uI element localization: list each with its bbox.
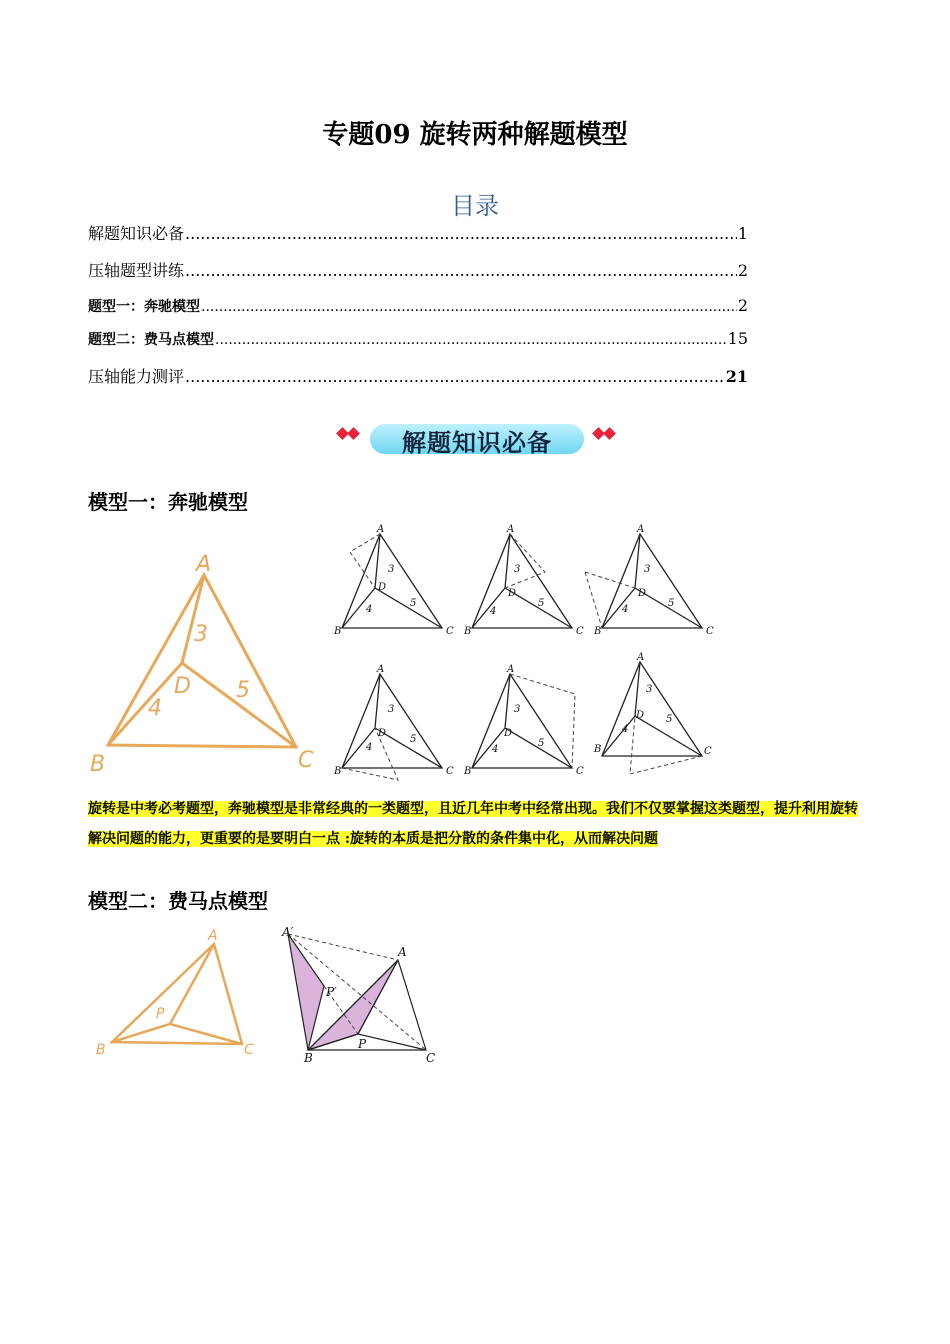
- svg-text:3: 3: [646, 684, 653, 695]
- svg-text:3: 3: [388, 564, 395, 575]
- sketch-line: [182, 575, 204, 663]
- toc-entry-label: 题型一：奔驰模型: [88, 299, 200, 315]
- svg-text:B: B: [304, 1051, 313, 1065]
- svg-text:D: D: [638, 588, 647, 599]
- shaded-triangle: [288, 934, 324, 1050]
- svg-text:A: A: [507, 664, 515, 675]
- toc-entry[interactable]: [88, 329, 748, 349]
- diagram-panel: [472, 674, 575, 768]
- model2-diagram-figure: [278, 920, 442, 1066]
- toc-entry-label: 解题知识必备: [88, 224, 185, 243]
- diagram-panel: [602, 662, 702, 774]
- model1-diagram-grid: [330, 522, 722, 784]
- svg-text:4: 4: [622, 604, 629, 615]
- toc-leader: [185, 261, 737, 280]
- sketch-label: C: [298, 748, 314, 773]
- svg-text:A: A: [377, 524, 385, 535]
- svg-text:5: 5: [668, 598, 675, 609]
- svg-text:5: 5: [410, 734, 417, 745]
- sketch-line: [112, 944, 242, 1044]
- diamond-icon: [603, 427, 616, 440]
- svg-text:B: B: [594, 744, 602, 755]
- svg-text:3: 3: [644, 564, 651, 575]
- svg-text:C: C: [576, 626, 584, 637]
- svg-text:D: D: [508, 588, 517, 599]
- svg-text:A: A: [637, 652, 645, 663]
- diagram-panel: [585, 534, 702, 628]
- toc-entry-label: 压轴能力测评: [88, 367, 185, 386]
- model1-sketch-figure: [86, 545, 322, 775]
- toc-entry-page: 15: [727, 329, 748, 348]
- sketch-label: B: [90, 752, 106, 775]
- model1-heading: 模型一：奔驰模型: [88, 490, 248, 514]
- toc-entry-label: 压轴题型讲练: [88, 261, 185, 280]
- svg-text:B: B: [464, 766, 472, 777]
- label-set: [593, 652, 712, 757]
- svg-text:C: C: [446, 626, 454, 637]
- sketch-line: [112, 944, 242, 1044]
- sketch-line: [182, 663, 296, 747]
- toc-entry[interactable]: [88, 364, 748, 387]
- svg-text:B: B: [334, 766, 342, 777]
- label-set: [463, 664, 584, 777]
- svg-text:C: C: [706, 626, 714, 637]
- svg-text:3: 3: [514, 704, 521, 715]
- svg-text:B: B: [464, 626, 472, 637]
- svg-text:4: 4: [622, 724, 629, 735]
- sketch-label: C: [244, 1042, 254, 1058]
- sketch-label: B: [96, 1042, 106, 1058]
- label-set: [333, 664, 454, 777]
- sketch-label: A: [208, 928, 218, 944]
- model2-heading: 模型二：费马点模型: [88, 889, 268, 913]
- toc-heading: 目录: [451, 192, 499, 220]
- sketch-label: 3: [194, 622, 208, 647]
- svg-text:A: A: [398, 945, 407, 959]
- svg-text:D: D: [636, 710, 645, 721]
- highlighted-text: 旋转是中考必考题型，奔驰模型是非常经典的一类题型，且近几年中考中经常出现。我们不仅要掌握这类题型，提升利用旋转解决问题的能力，更重要的是要明白一点 :旋转的本质是把分散的条件集中化，从而解决问题: [88, 801, 858, 847]
- diamond-icon: [347, 427, 360, 440]
- toc-leader: [185, 224, 737, 243]
- diagram-panel: [342, 674, 442, 780]
- toc-entry-label: 题型二：费马点模型: [88, 332, 214, 348]
- model2-sketch-figure: [90, 922, 268, 1058]
- sketch-label: A: [196, 552, 212, 577]
- sketch-label: 5: [236, 678, 250, 703]
- svg-text:C: C: [704, 746, 712, 757]
- document-title: 专题09 旋转两种解题模型: [322, 120, 628, 150]
- toc-entry-page: 1: [737, 224, 748, 243]
- svg-text:4: 4: [492, 744, 499, 755]
- svg-text:C: C: [426, 1051, 436, 1065]
- svg-text:3: 3: [388, 704, 395, 715]
- label-set: [593, 524, 714, 637]
- svg-text:5: 5: [410, 598, 417, 609]
- svg-text:5: 5: [666, 714, 673, 725]
- svg-text:5: 5: [538, 598, 545, 609]
- toc-entry-page: 2: [737, 261, 748, 280]
- svg-text:4: 4: [366, 604, 373, 615]
- svg-text:P′: P′: [326, 985, 337, 999]
- svg-text:4: 4: [366, 742, 373, 753]
- sketch-label: D: [174, 674, 191, 699]
- toc-entry-page: 2: [737, 296, 748, 315]
- svg-text:C: C: [576, 766, 584, 777]
- diagram-panel: [342, 534, 442, 628]
- sketch-label: 4: [148, 696, 162, 721]
- label-set: [333, 524, 454, 637]
- toc-leader: [215, 332, 727, 348]
- svg-text:D: D: [378, 582, 387, 593]
- sketch-label: P: [156, 1006, 165, 1022]
- svg-text:3: 3: [514, 564, 521, 575]
- toc-entry[interactable]: [88, 296, 748, 316]
- svg-text:5: 5: [538, 738, 545, 749]
- toc-leader: [185, 367, 725, 386]
- svg-text:A: A: [507, 524, 515, 535]
- label-set: [463, 524, 584, 637]
- toc-entry[interactable]: [88, 221, 748, 244]
- svg-text:B: B: [334, 626, 342, 637]
- toc-leader: [201, 299, 737, 315]
- svg-text:D: D: [504, 728, 513, 739]
- sketch-line: [108, 575, 296, 747]
- highlight-paragraph: [88, 794, 868, 854]
- svg-text:4: 4: [490, 606, 497, 617]
- sketch-line: [108, 663, 182, 745]
- svg-text:C: C: [446, 766, 454, 777]
- toc-entry[interactable]: [88, 258, 748, 281]
- banner-text: 解题知识必备: [402, 429, 552, 457]
- diagram-panel: [472, 534, 572, 628]
- svg-text:D: D: [378, 728, 387, 739]
- svg-text:A′: A′: [282, 925, 294, 939]
- svg-text:A: A: [637, 524, 645, 535]
- toc-entry-page: 21: [725, 367, 748, 386]
- svg-text:P: P: [358, 1037, 367, 1051]
- svg-text:B: B: [594, 626, 602, 637]
- svg-text:A: A: [377, 664, 385, 675]
- section-banner: [336, 418, 618, 458]
